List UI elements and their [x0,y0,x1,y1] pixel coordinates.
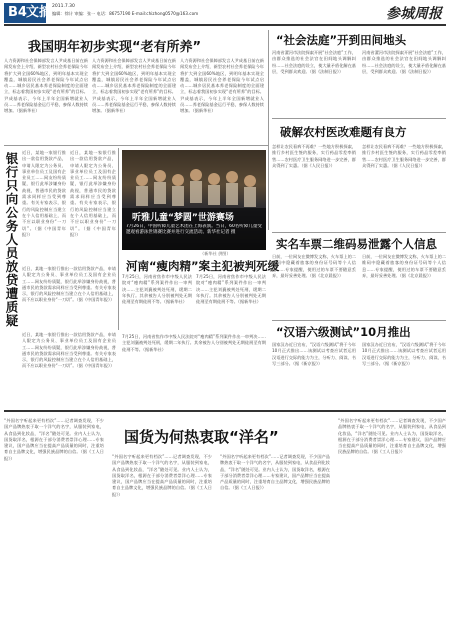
divider [272,118,446,119]
newspaper-title: 参城周报 [386,6,442,22]
article-elderly-care [4,30,266,142]
article-body-col3: 人力资源和社会保障部发言人尹成基日前在新闻发布会上介绍，新型农村社会养老保险今年将扩大到全国60%地区，到明年基本实现全覆盖，城镇居民社会养老保险今年试点启动……城乡居民基本养老保险制度的全面建立，标志着我国初步实现“老有所养”的目标。尹成基表示，今年上半年全国新增就业人员……养老保险基金运行平稳，参保人数持续增加。（据新华社） [180,58,264,114]
article-social-court [272,30,446,115]
photo-headline: 听雅儿童“梦圆”世游赛场 [132,213,234,223]
article-body-col4: “外国名字听起来更有档次”……记者调查发现，不少国产品牌热衷于取一个洋气的名字，从服装到家电，从食品到化妆品，“洋名”随处可见。业内人士认为，国货取洋名，根源在于部分消费者崇洋心理……专家建议，国产品牌应当在提高产品质量的同时，注重培育自主品牌文化，增强民族品牌的自信。（据《工人日报》） [338,418,446,455]
article-body-col2: 国家汉办近日宣布，“汉语六级测试”将于今年10月正式推出……该测试以考查应试者运用汉语进行交际的能力为主，分听力、阅读、书写三部分。（据《新京报》） [362,342,446,366]
article-lean-meat-continued: 7月25日，河南省焦作市中级人民法院对“瘦肉精”系列案件作出一审判决……主犯刘襄被判处死刑，缓期二年执行。其余被告人分别被判处无期徒刑至有期徒刑不等。（据新华社） [122,334,266,352]
article-body: 河南省漯河市法院探索开展“社会法庭”工作，由群众推选的社会法官在田间地头调解纠纷……社会法庭的设立，使大量矛盾化解在基层，受到群众欢迎。（据《法制日报》） [272,50,356,74]
headline: 河南“瘦肉精”案主犯被判死缓 [126,259,280,273]
divider [118,148,119,330]
article-body: 近日，某地一家银行推出一款信用贷款产品，申请人限定为公务员、事业单位员工及国有企业员工……网友纷纷质疑，银行此举涉嫌身份歧视，普通市民的贷款需求同样应当受到尊重。有关专家表示，银行的风险控制应当建立在个人信用基础上，而不应以职业身份“一刀切”。（据《中国青年报》） [22,150,66,237]
article-body: “外国名字听起来更有档次”……记者调查发现，不少国产品牌热衷于取一个洋气的名字，从服装到家电，从食品到化妆品，“洋名”随处可见。业内人士认为，国货取洋名，根源在于部分消费者崇洋心理……专家建议，国产品牌应当在提高产品质量的同时，注重培育自主品牌文化，增强民族品牌的自信。（据《工人日报》） [4,418,104,461]
headline: 国货为何热衷取“洋名” [124,428,279,446]
article-chinese-test-block [272,322,446,406]
article-body-col2: 河南省漯河市法院探索开展“社会法庭”工作，由群众推选的社会法官在田间地头调解纠纷……社会法庭的设立，使大量矛盾化解在基层，受到群众欢迎。（据《法制日报》） [362,50,446,74]
article-body-col2: 日前，一位网友在微博发文称，火车票上的二维码中隐藏着旅客的身份证号码等个人信息……专家提醒，使用过的车票不要随意丢弃，最好妥善处理。（据《北京晨报》） [362,254,446,278]
article-lean-meat-case [122,258,280,330]
photo-caption: 7月26日，中国听障儿童艺术团在上海表演。当日，60名听障儿童受邀观看游泳世锦赛比赛并进行交流活动。新华社记者 摄 [126,224,262,235]
headline: 破解农村医改难题有良方 [280,125,407,139]
article-body-col2: “外国名字听起来更有档次”……记者调查发现，不少国产品牌热衷于取一个洋气的名字，从服装到家电，从食品到化妆品，“洋名”随处可见。业内人士认为，国货取洋名，根源在于部分消费者崇洋心理……专家建议，国产品牌应当在提高产品质量的同时，注重培育自主品牌文化，增强民族品牌的自信。（据《工人日报》） [112,454,212,497]
article-body: 日前，一位网友在微博发文称，火车票上的二维码中隐藏着旅客的身份证号码等个人信息……专家提醒，使用过的车票不要随意丢弃，最好妥善处理。（据《北京晨报》） [272,254,356,278]
divider [272,320,446,321]
article-rural-medical [272,120,446,230]
article-foreign-names [4,414,446,636]
article-ticket-qr [272,234,446,318]
headline: “社会法庭”开到田间地头 [276,33,407,47]
article-bank-loans [4,148,116,330]
page-number: B4 [8,5,27,20]
section-label: 文摘 [26,5,53,20]
article-body-col3: 近日，某地一家银行推出一款信用贷款产品，申请人限定为公务员、事业单位员工及国有企业员工……网友纷纷质疑，银行此举涉嫌身份歧视，普通市民的贷款需求同样应当受到尊重。有关专家表示，银行的风险控制应当建立在个人信用基础上，而不应以职业身份“一刀切”。（据《中国青年报》） [22,266,116,303]
divider [268,30,269,230]
article-body: 人力资源和社会保障部发言人尹成基日前在新闻发布会上介绍，新型农村社会养老保险今年将扩大到全国60%地区，到明年基本实现全覆盖，城镇居民社会养老保险今年试点启动……城乡居民基本养老保险制度的全面建立，标志着我国初步实现“老有所养”的目标。尹成基表示，今年上半年全国新增就业人员……养老保险基金运行平稳，参保人数持续增加。（据新华社） [4,58,88,114]
headline: “汉语六级测试”10月推出 [276,325,411,339]
header-divider [4,24,446,26]
vertical-headline: 银行只向公务人员放贷遭质疑 [4,152,19,328]
issue-date: 2011.7.30 [52,4,75,9]
divider [4,410,446,412]
news-photo [122,150,266,250]
article-body: 7月25日，河南省焦作市中级人民法院对“瘦肉精”系列案件作出一审判决……主犯刘襄被判处死刑，缓期二年执行。其余被告人分别被判处无期徒刑至有期徒刑不等。（据新华社） [122,274,192,305]
article-body-col2: 怎样让农民看病不再难？一些地方积极探索，推行乡村医生签约服务，实行药品零差率销售……农村医疗卫生服务网络进一步完善，群众得到了实惠。（据《人民日报》） [362,144,446,168]
article-body-col2: 人力资源和社会保障部发言人尹成基日前在新闻发布会上介绍，新型农村社会养老保险今年将扩大到全国60%地区，到明年基本实现全覆盖，城镇居民社会养老保险今年试点启动……城乡居民基本养老保险制度的全面建立，标志着我国初步实现“老有所养”的目标。尹成基表示，今年上半年全国新增就业人员……养老保险基金运行平稳，参保人数持续增加。（据新华社） [92,58,176,114]
page-masthead [0,0,450,28]
editor-contact-line: 编辑：徐计 审编：张一 电话：86757190 E-mail:chizhong0570@163.com [52,11,199,16]
article-body-col2: 7月25日，河南省焦作市中级人民法院对“瘦肉精”系列案件作出一审判决……主犯刘襄被判处死刑，缓期二年执行。其余被告人分别被判处无期徒刑至有期徒刑不等。（据新华社） [196,274,266,305]
article-body: 国家汉办近日宣布，“汉语六级测试”将于今年10月正式推出……该测试以考查应试者运用汉语进行交际的能力为主，分听力、阅读、书写三部分。（据《新京报》） [272,342,356,366]
article-body-col3: “外国名字听起来更有档次”……记者调查发现，不少国产品牌热衷于取一个洋气的名字，从服装到家电，从食品到化妆品，“洋名”随处可见。业内人士认为，国货取洋名，根源在于部分消费者崇洋心理……专家建议，国产品牌应当在提高产品质量的同时，注重培育自主品牌文化，增强民族品牌的自信。（据《工人日报》） [220,454,330,491]
divider [4,145,268,146]
article-body-col2: 近日，某地一家银行推出一款信用贷款产品，申请人限定为公务员、事业单位员工及国有企业员工……网友纷纷质疑，银行此举涉嫌身份歧视，普通市民的贷款需求同样应当受到尊重。有关专家表示，银行的风险控制应当建立在个人信用基础上，而不应以职业身份“一刀切”。（据《中国青年报》） [70,150,116,237]
headline: 我国明年初步实现“老有所养” [28,40,202,55]
article-body: 怎样让农民看病不再难？一些地方积极探索，推行乡村医生签约服务，实行药品零差率销售……农村医疗卫生服务网络进一步完善，群众得到了实惠。（据《人民日报》） [272,144,356,168]
photo-credit: （新华社 供图） [200,251,231,256]
article-bank-loans-continued: 近日，某地一家银行推出一款信用贷款产品，申请人限定为公务员、事业单位员工及国有企业员工……网友纷纷质疑，银行此举涉嫌身份歧视，普通市民的贷款需求同样应当受到尊重。有关专家表示，银行的风险控制应当建立在个人信用基础上，而不应以职业身份“一刀切”。（据《中国青年报》） [22,332,116,369]
headline: 实名车票二维码易泄露个人信息 [276,237,437,251]
divider [272,232,446,233]
